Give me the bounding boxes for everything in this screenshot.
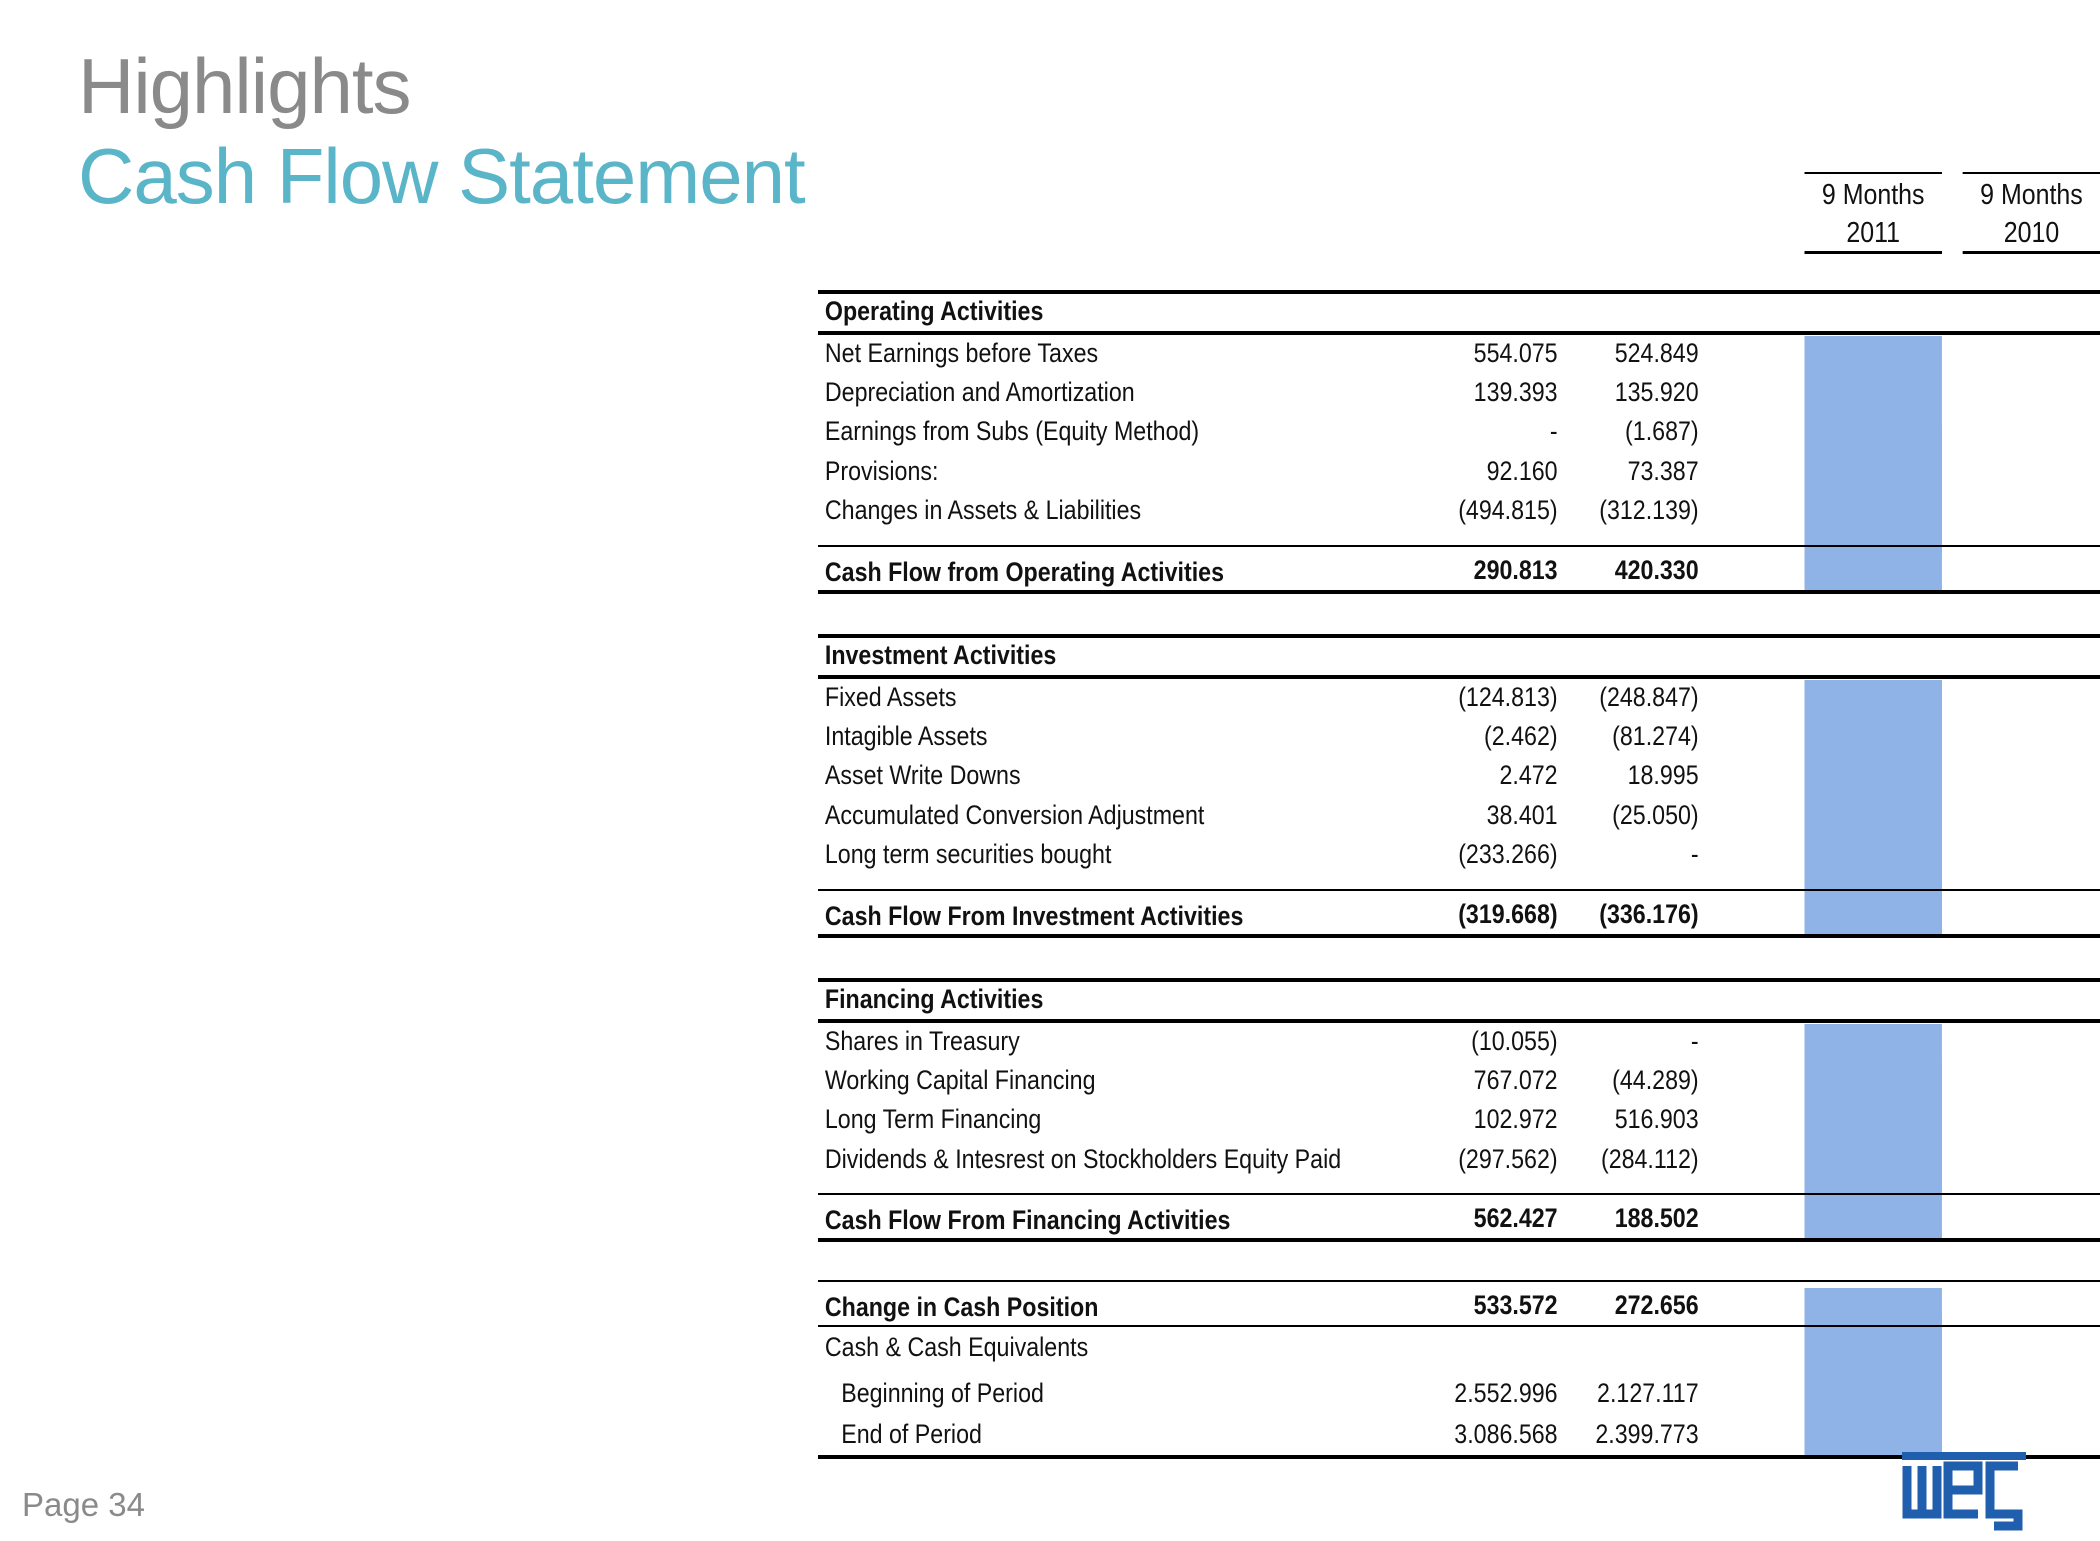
row-label: Working Capital Financing [824, 1065, 1096, 1095]
end-value-2011: 3.086.568 [1454, 1419, 1558, 1449]
row-label: Fixed Assets [824, 682, 957, 712]
column-header-2011-line2: 2011 [1846, 217, 1901, 249]
change-value-2010: 272.656 [1614, 1290, 1699, 1320]
row-value-2011: 767.072 [1473, 1065, 1558, 1095]
weg-logo-graphic [1902, 1452, 2026, 1536]
row-label: Asset Write Downs [824, 760, 1021, 790]
row-value-2011: (2.462) [1484, 721, 1558, 751]
row-value-2011: (297.562) [1458, 1144, 1558, 1174]
row-value-2010: (312.139) [1599, 495, 1699, 525]
total-value-2011: 290.813 [1473, 555, 1558, 585]
total-label: Cash Flow from Operating Activities [824, 557, 1224, 587]
section-rule [818, 978, 2100, 982]
row-value-2010: 516.903 [1614, 1104, 1699, 1134]
section-rule [818, 1280, 2100, 1282]
row-value-2011: (124.813) [1458, 682, 1558, 712]
row-value-2010: (81.274) [1612, 721, 1699, 751]
row-value-2010: - [1690, 1026, 1699, 1056]
row-label: Intagible Assets [824, 721, 988, 751]
column-header-2010-line1: 9 Months [1980, 179, 2083, 211]
total-value-2011: 562.427 [1473, 1203, 1558, 1233]
total-rule [818, 1238, 2100, 1242]
row-value-2010: 524.849 [1614, 338, 1699, 368]
row-value-2010: 73.387 [1627, 456, 1699, 486]
section-rule [818, 634, 2100, 638]
row-label: Long term securities bought [824, 839, 1112, 869]
highlight-financing [1804, 1024, 1942, 1239]
row-value-2011: - [1549, 416, 1558, 446]
weg-logo-icon [1902, 1452, 2026, 1536]
beginning-value-2010: 2.127.117 [1597, 1378, 1699, 1408]
row-label: Shares in Treasury [824, 1026, 1020, 1056]
section-rule [818, 290, 2100, 294]
row-value-2010: (25.050) [1612, 800, 1699, 830]
row-value-2010: (248.847) [1599, 682, 1699, 712]
subtotal-rule [818, 889, 2100, 891]
header-rule [1804, 172, 1942, 174]
row-value-2011: 554.075 [1473, 338, 1558, 368]
column-header-2010 [1963, 176, 2100, 252]
change-rule [818, 1325, 2100, 1327]
total-rule [818, 934, 2100, 938]
row-value-2011: (494.815) [1458, 495, 1558, 525]
row-value-2011: 2.472 [1499, 760, 1558, 790]
row-label: Earnings from Subs (Equity Method) [824, 416, 1200, 446]
row-value-2011: (10.055) [1471, 1026, 1558, 1056]
row-label: Depreciation and Amortization [824, 377, 1135, 407]
row-label: Changes in Assets & Liabilities [824, 495, 1142, 525]
equivalents-label: Cash & Cash Equivalents [824, 1332, 1089, 1362]
section-rule [818, 1019, 2100, 1023]
row-value-2011: 92.160 [1486, 456, 1558, 486]
row-label: Dividends & Intesrest on Stockholders Equity Paid [824, 1144, 1342, 1174]
section-heading-operating: Operating Activities [824, 296, 1044, 326]
total-value-2010: (336.176) [1599, 899, 1699, 929]
total-label: Cash Flow From Investment Activities [824, 901, 1244, 931]
row-value-2011: 139.393 [1473, 377, 1558, 407]
section-heading-financing: Financing Activities [824, 984, 1044, 1014]
total-value-2010: 188.502 [1614, 1203, 1699, 1233]
page-number: Page 34 [22, 1486, 145, 1523]
row-value-2010: (1.687) [1625, 416, 1699, 446]
section-rule [818, 675, 2100, 679]
change-label: Change in Cash Position [824, 1292, 1099, 1322]
row-value-2010: (44.289) [1612, 1065, 1699, 1095]
row-value-2010: 135.920 [1614, 377, 1699, 407]
total-value-2010: 420.330 [1614, 555, 1699, 585]
row-value-2011: 102.972 [1473, 1104, 1558, 1134]
highlight-investment [1804, 680, 1942, 935]
row-label: Long Term Financing [824, 1104, 1042, 1134]
title-highlights: Highlights [78, 42, 411, 130]
beginning-value-2011: 2.552.996 [1454, 1378, 1558, 1408]
row-value-2011: (233.266) [1458, 839, 1558, 869]
column-header-2011-line1: 9 Months [1821, 179, 1925, 211]
total-label: Cash Flow From Financing Activities [824, 1205, 1231, 1235]
column-header-2010-line2: 2010 [2003, 217, 2060, 249]
beginning-label: Beginning of Period [841, 1378, 1044, 1408]
row-value-2010: (284.112) [1600, 1144, 1699, 1174]
end-value-2010: 2.399.773 [1595, 1419, 1699, 1449]
total-value-2011: (319.668) [1458, 899, 1558, 929]
section-heading-investment: Investment Activities [824, 640, 1057, 670]
highlight-cash [1804, 1288, 1942, 1456]
total-rule [818, 590, 2100, 594]
column-header-2011 [1804, 176, 1942, 252]
subtotal-rule [818, 545, 2100, 547]
highlight-operating [1804, 336, 1942, 591]
row-value-2010: - [1690, 839, 1699, 869]
change-value-2011: 533.572 [1473, 1290, 1558, 1320]
end-label: End of Period [841, 1419, 982, 1449]
header-rule [1963, 172, 2100, 174]
subtotal-rule [818, 1193, 2100, 1195]
section-rule [818, 331, 2100, 335]
title-cash-flow-statement: Cash Flow Statement [78, 132, 805, 220]
row-value-2011: 38.401 [1486, 800, 1558, 830]
row-label: Net Earnings before Taxes [824, 338, 1099, 368]
row-label: Provisions: [824, 456, 939, 486]
row-value-2010: 18.995 [1627, 760, 1699, 790]
row-label: Accumulated Conversion Adjustment [824, 800, 1205, 830]
cash-flow-table [818, 0, 2083, 1536]
